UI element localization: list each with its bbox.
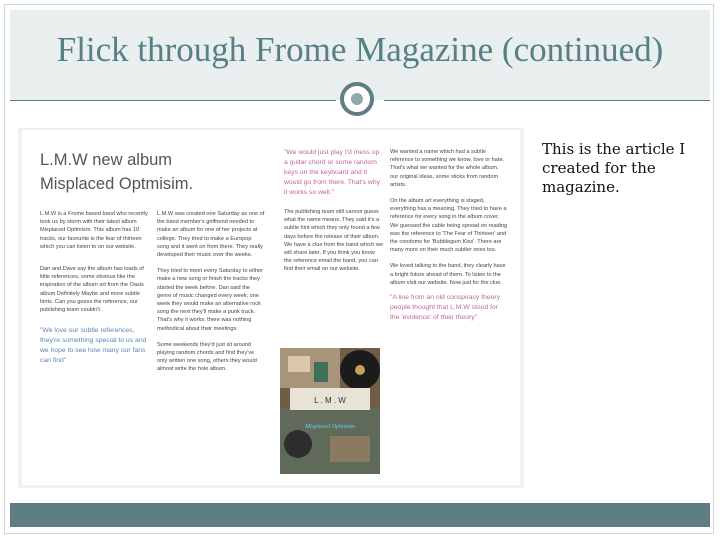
album-cover-illustration bbox=[280, 348, 380, 474]
divider-left bbox=[10, 100, 336, 101]
headline-line-2: Misplaced Optmisim. bbox=[40, 175, 194, 193]
slide-caption: This is the article I created for the magazine. bbox=[542, 140, 686, 196]
article-column-1 bbox=[40, 210, 148, 372]
column-2-paragraph: L.M.W was created one Saturday as one of the band member's girlfriend needed to make an album for one of her projects at college. They tried to make a Europop song and it went on from there. They really developed their music over the weeks. bbox=[157, 211, 265, 259]
album-cover-subtext: Misplaced Optmisim bbox=[305, 424, 355, 430]
column-2-paragraph: Some weekends they'd just sit around playing random chords and find they've only written one song, others they would almost write the hole album. bbox=[157, 341, 257, 373]
album-cover-photo bbox=[280, 348, 380, 474]
divider-right bbox=[384, 100, 710, 101]
column-4-quote: "A line from an old conspiracy theory people thought that L.M.W stood for the 'evidence' of their theory" bbox=[390, 294, 501, 322]
column-2-paragraph: They tried to meet every Saturday to either make a new song or finish the tracks they started the week before. Dan said the genre of music changed every week; one week they would make an alternative rock song the next they'll make a punk track. That's why it works; there was nothing methodical about their meetings. bbox=[157, 268, 264, 332]
column-4-paragraph: We wanted a name which had a subtle reference to something we know, love or hate. That's what we wanted for the whole album, our original ideas, some sticks from random artists. bbox=[390, 149, 505, 188]
footer-bar bbox=[10, 503, 710, 527]
column-3-paragraph: The publishing team still cannot guess what the name means. They said it's a subtle hint which they only found a few days before the release of their album. We have a clue from the band which we will share later. If you think you know the reference email the band, you can find their email on our website. bbox=[284, 209, 384, 273]
album-cover-text: L . M . W bbox=[314, 396, 346, 405]
headline-line-1: L.M.W new album bbox=[40, 151, 173, 169]
column-1-quote: "We love our subtle references, they're something special to us and we hope to see how many our fans can find" bbox=[40, 327, 147, 365]
slide-title: Flick through Frome Magazine (continued) bbox=[56, 30, 664, 69]
column-4-paragraph: On the album art everything is staged, everything has a meaning. They tried to have a reference for every song in the album cover. We guessed the cable being spread on reading was the reference to 'The Fear of Thirteen' and the condoms for 'Bubblegum Kiss'. There are many more on their much subtler ones too. bbox=[390, 198, 508, 254]
column-3-quote: "We would just play I'd mess up a guitar chord or some random keys on the keyboard and it would go from there. That's why it works so well." bbox=[284, 149, 380, 196]
article-column-4 bbox=[390, 148, 508, 329]
column-1-paragraph: L.M.W is a Frome based band who recently took us by storm with their latest album Misplaced Optimism. This album has 10 tracks, our favourite is the fear of thirteen which you can listen to on our website. bbox=[40, 211, 148, 250]
article-column-3 bbox=[284, 148, 384, 280]
magazine-page-image bbox=[22, 130, 520, 485]
article-column-2 bbox=[157, 210, 265, 380]
article-headline bbox=[40, 148, 193, 196]
column-4-paragraph: We loved talking to the band, they clearly have a bright future ahead of them. To listen to the album visit our website. Now just for the clue. bbox=[390, 263, 506, 286]
divider-circle-icon bbox=[340, 82, 374, 116]
column-1-paragraph: Dan and Dave say the album has loads of little references, some obvious like the inspiration of the album art from the Oasis album Definitely Maybe and more subtle hints. Can you guess the reference, our publishing team couldn't. bbox=[40, 266, 144, 314]
